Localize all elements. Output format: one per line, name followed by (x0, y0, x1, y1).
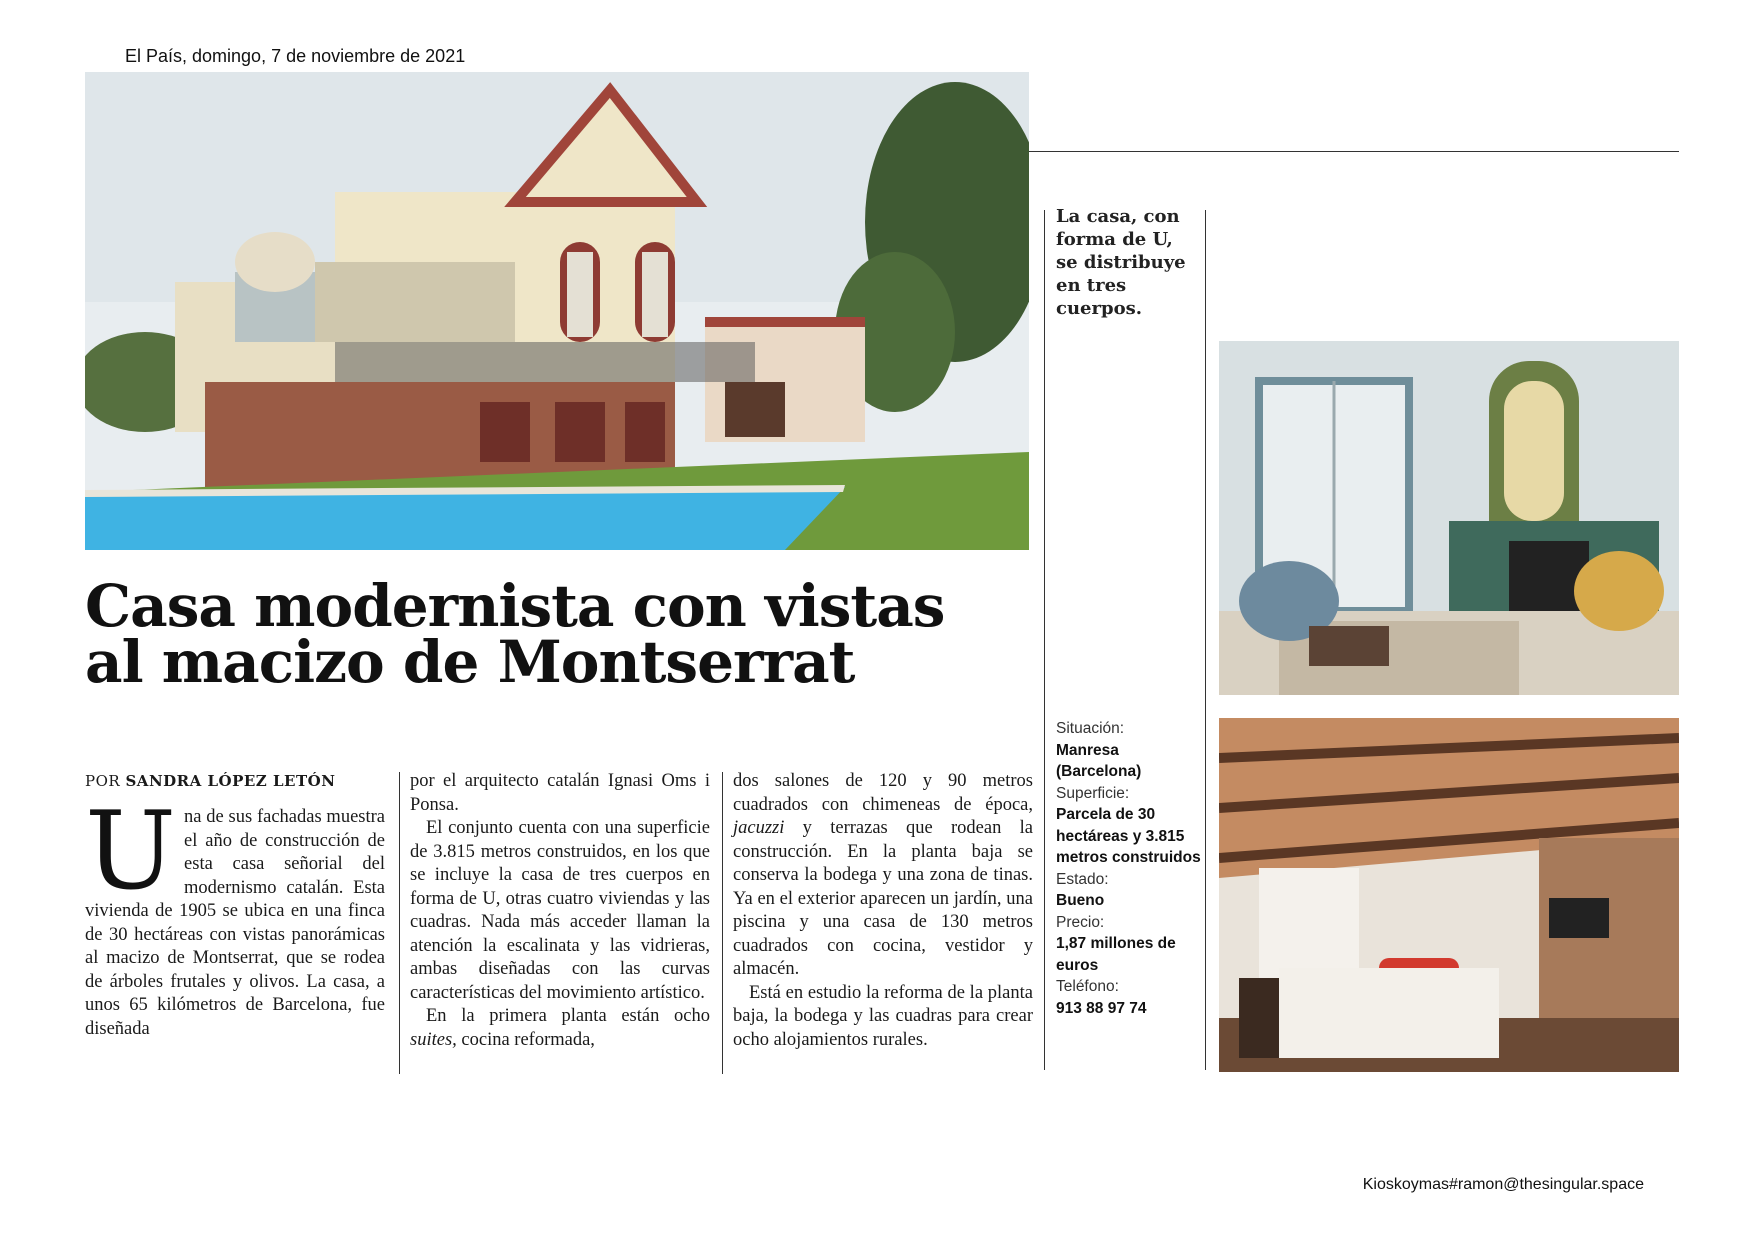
col3-p1-text-a: dos salones de 120 y 90 metros cuadrados con chimeneas de época, (733, 771, 1033, 815)
article-column-3 (733, 770, 1033, 1052)
photo-caption: La casa, con forma de U, se distribuye en tres cuerpos. (1056, 206, 1186, 319)
drop-cap: U (85, 789, 177, 914)
col2-p3-text-b: cocina reformada, (456, 1029, 595, 1050)
article-column-2 (410, 770, 710, 1052)
fact-label: Superficie: (1056, 784, 1130, 802)
column-divider (722, 772, 723, 1074)
col2-paragraph-1: por el arquitecto catalán Ignasi Oms i Ponsa. (410, 771, 710, 815)
byline-author: SANDRA LÓPEZ LETÓN (125, 772, 336, 790)
col3-p1-text-b: y terrazas que rodean la construcción. En la planta baja se conserva la bodega y una zona de tinas. Ya en el exterior aparecen un jardín, una piscina y una casa de 130 metros cuadrados con cocina, vestidor y almacén. (733, 818, 1033, 979)
main-photo-house (85, 72, 1029, 550)
col2-p3-italic: suites, (410, 1029, 457, 1050)
col3-paragraph-2: Está en estudio la reforma de la planta baja, la bodega y las cuadras para crear ocho alojamientos rurales. (733, 982, 1033, 1050)
fact-label: Teléfono: (1056, 978, 1119, 995)
sidebar-divider-left (1044, 210, 1045, 1070)
photo-living-room (1219, 341, 1679, 695)
article-title: Casa modernista con vistas al macizo de Montserrat (85, 572, 945, 696)
publication-header: El País, domingo, 7 de noviembre de 2021 (125, 46, 466, 66)
fact-value: Manresa (Barcelona) (1056, 741, 1142, 780)
fact-price (1056, 912, 1206, 977)
col3-paragraph-1 (733, 770, 1033, 982)
fact-value: Bueno (1056, 892, 1105, 909)
facts-panel (1056, 718, 1206, 1019)
fact-value: 913 88 97 74 (1056, 999, 1147, 1017)
col2-paragraph-3 (410, 1005, 710, 1052)
column-divider (399, 772, 400, 1074)
sidebar-top-rule (1029, 151, 1679, 152)
fact-value: 1,87 millones de euros (1056, 935, 1176, 974)
col3-p1-italic: jacuzzi (733, 818, 785, 838)
byline (85, 772, 335, 790)
fact-phone (1056, 976, 1206, 1019)
fact-state (1056, 869, 1206, 912)
fact-label: Situación: (1056, 720, 1125, 737)
fact-value: Parcela de 30 hectáreas y 3.815 metros construidos (1056, 806, 1201, 866)
col2-p3-text-a: En la primera planta están ocho (426, 1006, 710, 1026)
fact-situation (1056, 718, 1206, 783)
article-column-1 (85, 789, 385, 1041)
col1-paragraph-1: na de sus fachadas muestra el año de construcción de esta casa señorial del modernismo catalán. Esta vivienda de 1905 se ubica en una finca de 30 hectáreas con vistas panorámicas al macizo de Montserrat, que se rodea de árboles frutales y olivos. La casa, a unos 65 kilómetros de Barcelona, fue diseñada (85, 807, 385, 1039)
footer-credit: Kioskoymas#ramon@thesingular.space (1362, 1176, 1644, 1193)
fact-label: Precio: (1056, 913, 1105, 931)
fact-label: Estado: (1056, 870, 1109, 888)
col2-paragraph-2: El conjunto cuenta con una superficie de 3.815 metros construidos, en los que se incluye la casa de tres cuerpos en forma de U, otras cuatro viviendas y las cuadras. Nada más acceder llaman la atención la escalinata y las vidrieras, ambas diseñadas con las curvas características del movimiento artístico. (410, 818, 710, 1003)
byline-prefix: POR (85, 772, 121, 790)
fact-surface (1056, 783, 1206, 869)
photo-bedroom (1219, 718, 1679, 1072)
